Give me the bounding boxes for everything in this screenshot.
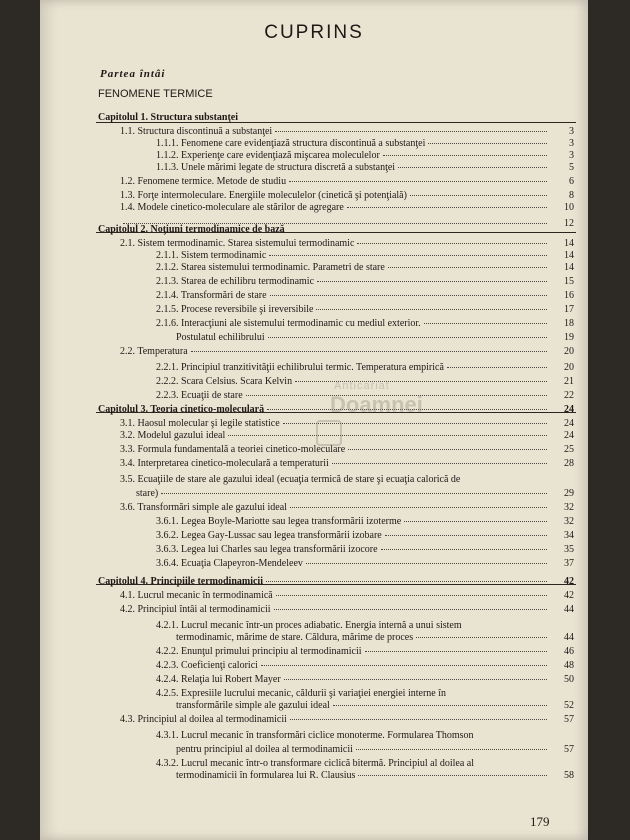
toc-entry xyxy=(156,530,574,541)
toc-entry-text: 3.6. Transformări simple ale gazului ideal xyxy=(120,502,287,513)
leader-dots xyxy=(385,535,547,536)
leader-dots xyxy=(269,255,547,256)
toc-entry xyxy=(120,202,574,213)
leader-dots xyxy=(358,775,547,776)
toc-entry-text: 2.1.4. Transformări de stare xyxy=(156,290,267,301)
toc-entry-page: 14 xyxy=(564,238,574,249)
leader-dots xyxy=(268,337,547,338)
toc-entry-page: 20 xyxy=(564,346,574,357)
leader-dots xyxy=(383,155,547,156)
leader-dots xyxy=(306,563,547,564)
leader-dots xyxy=(447,367,547,368)
toc-entry xyxy=(120,190,574,201)
toc-entry-text: 3.6.2. Legea Gay-Lussac sau legea transformării izobare xyxy=(156,530,382,541)
toc-entry xyxy=(176,744,574,755)
toc-entry-page: 8 xyxy=(569,190,574,201)
toc-chapter-entry xyxy=(98,224,574,235)
toc-entry-page: 34 xyxy=(564,530,574,541)
toc-entry xyxy=(156,362,574,373)
toc-entry-text: 2.2.1. Principiul tranzitivităţii echilibrului termic. Temperatura empirică xyxy=(156,362,444,373)
toc-entry-page: 24 xyxy=(564,418,574,429)
leader-dots xyxy=(348,449,547,450)
leader-dots xyxy=(381,549,547,550)
toc-entry-text: 3.6.3. Legea lui Charles sau legea transformării izocore xyxy=(156,544,378,555)
toc-entry-page: 19 xyxy=(564,332,574,343)
toc-entry xyxy=(120,176,574,187)
toc-entry-page: 12 xyxy=(564,218,574,229)
leader-dots xyxy=(398,167,547,168)
toc-entry xyxy=(156,516,574,527)
toc-entry xyxy=(156,162,574,173)
leader-dots xyxy=(428,143,547,144)
toc-entry xyxy=(156,646,574,657)
leader-dots xyxy=(283,423,547,424)
toc-entry-page: 32 xyxy=(564,502,574,513)
watermark-line-1: Anticariat xyxy=(334,380,390,392)
leader-dots xyxy=(356,749,547,750)
toc-entry-text: 2.2. Temperatura xyxy=(120,346,188,357)
leader-dots xyxy=(266,581,547,582)
toc-entry-page: 24 xyxy=(564,404,574,415)
toc-entry-page: 14 xyxy=(564,262,574,273)
toc-entry xyxy=(156,250,574,261)
leader-dots xyxy=(290,507,547,508)
leader-dots xyxy=(388,267,547,268)
toc-entry-text: 4.2.5. Expresiile lucrului mecanic, căldurii şi variaţiei energiei interne în xyxy=(156,688,446,699)
toc-entry xyxy=(120,238,574,249)
leader-dots xyxy=(261,665,547,666)
toc-entry-text: transformările simple ale gazului ideal xyxy=(176,700,330,711)
leader-dots xyxy=(289,181,547,182)
toc-entry-page: 48 xyxy=(564,660,574,671)
toc-entry-text: 3.2. Modelul gazului ideal xyxy=(120,430,226,441)
toc-entry-text: 1.2. Fenomene termice. Metode de studiu xyxy=(120,176,287,187)
toc-entry-page: 29 xyxy=(564,488,574,499)
toc-entry-page: 42 xyxy=(564,576,574,587)
toc-entry xyxy=(120,474,574,485)
toc-entry-page: 21 xyxy=(564,376,574,387)
toc-entry xyxy=(120,502,574,513)
leader-dots xyxy=(284,679,547,680)
toc-entry xyxy=(156,390,574,401)
leader-dots xyxy=(333,705,547,706)
leader-dots xyxy=(316,309,547,310)
toc-entry-text: 2.1.2. Starea sistemului termodinamic. Parametri de stare xyxy=(156,262,385,273)
leader-dots xyxy=(347,207,547,208)
leader-dots xyxy=(191,351,547,352)
toc-entry xyxy=(120,590,574,601)
toc-entry xyxy=(176,770,574,781)
toc-entry-text: 4.2.1. Lucrul mecanic într-un proces adiabatic. Energia internă a unui sistem xyxy=(156,620,462,631)
toc-entry-text: 2.1.5. Procese reversibile şi ireversibile xyxy=(156,304,314,315)
toc-entry-text: 2.1.3. Starea de echilibru termodinamic xyxy=(156,276,315,287)
leader-dots xyxy=(365,651,547,652)
toc-entry xyxy=(120,458,574,469)
part-subtitle: FENOMENE TERMICE xyxy=(98,88,213,100)
toc-entry xyxy=(120,430,574,441)
toc-entry xyxy=(156,276,574,287)
toc-entry-page: 16 xyxy=(564,290,574,301)
leader-dots xyxy=(246,395,547,396)
toc-entry-text: 1.3. Forţe intermoleculare. Energiile moleculelor (cinetică şi potenţială) xyxy=(120,190,407,201)
leader-dots xyxy=(275,131,547,132)
toc-entry xyxy=(120,126,574,137)
book-page xyxy=(40,0,588,840)
toc-entry xyxy=(156,688,574,699)
toc-chapter-entry xyxy=(98,112,574,123)
toc-entry-text: 2.1.1. Sistem termodinamic xyxy=(156,250,267,261)
toc-entry-text: 3.6.1. Legea Boyle-Mariotte sau legea transformării izoterme xyxy=(156,516,402,527)
table-of-contents xyxy=(40,0,588,840)
toc-entry-page: 15 xyxy=(564,276,574,287)
leader-dots xyxy=(290,719,547,720)
leader-dots xyxy=(161,493,547,494)
toc-entry xyxy=(156,544,574,555)
toc-entry-page: 17 xyxy=(564,304,574,315)
toc-entry-text: 4.2.3. Coeficienţi calorici xyxy=(156,660,258,671)
toc-entry xyxy=(176,632,574,643)
leader-dots xyxy=(270,295,547,296)
toc-entry xyxy=(156,376,574,387)
toc-entry xyxy=(156,674,574,685)
toc-entry-page: 57 xyxy=(564,744,574,755)
toc-entry-page: 24 xyxy=(564,430,574,441)
toc-entry-page: 44 xyxy=(564,632,574,643)
toc-entry-page: 44 xyxy=(564,604,574,615)
toc-entry-page: 10 xyxy=(564,202,574,213)
leader-dots xyxy=(332,463,547,464)
toc-entry-text: termodinamic, mărime de stare. Căldura, mărime de proces xyxy=(176,632,414,643)
toc-entry-text: 4.2. Principiul întâi al termodinamicii xyxy=(120,604,271,615)
toc-entry-page: 6 xyxy=(569,176,574,187)
toc-entry-text: termodinamicii în formularea lui R. Clausius xyxy=(176,770,356,781)
toc-entry-page: 25 xyxy=(564,444,574,455)
page-title: CUPRINS xyxy=(264,22,364,43)
leader-dots xyxy=(404,521,547,522)
toc-entry-text: 4.1. Lucrul mecanic în termodinamică xyxy=(120,590,273,601)
toc-entry-text: Capitolul 2. Noţiuni termodinamice de bază xyxy=(98,224,285,235)
toc-entry xyxy=(156,620,574,631)
toc-entry-text: Capitolul 3. Teoria cinetico-moleculară xyxy=(98,404,265,415)
toc-entry-page: 58 xyxy=(564,770,574,781)
toc-entry-page: 37 xyxy=(564,558,574,569)
toc-entry-text: 4.2.2. Enunţul primului principiu al termodinamicii xyxy=(156,646,362,657)
leader-dots xyxy=(267,409,547,410)
toc-entry-page: 35 xyxy=(564,544,574,555)
toc-entry-page: 18 xyxy=(564,318,574,329)
toc-entry-text: 3.4. Interpretarea cinetico-moleculară a temperaturii xyxy=(120,458,329,469)
part-label: Partea întâi xyxy=(100,68,166,80)
toc-entry-page: 3 xyxy=(569,150,574,161)
toc-entry-page: 52 xyxy=(564,700,574,711)
toc-entry-page: 57 xyxy=(564,714,574,725)
leader-dots xyxy=(295,381,547,382)
toc-entry-text: 3.6.4. Ecuaţia Clapeyron-Mendeleev xyxy=(156,558,303,569)
page-number: 179 xyxy=(530,814,550,829)
toc-entry-text: pentru principiul al doilea al termodinamicii xyxy=(176,744,353,755)
toc-entry xyxy=(120,714,574,725)
toc-entry-text: 1.1.3. Unele mărimi legate de structura discretă a substanţei xyxy=(156,162,396,173)
leader-dots xyxy=(274,609,547,610)
toc-entry-text: Capitolul 1. Structura substanţei xyxy=(98,112,239,123)
leader-dots xyxy=(317,281,547,282)
toc-entry-page: 3 xyxy=(569,126,574,137)
toc-entry xyxy=(120,346,574,357)
toc-entry-page: 20 xyxy=(564,362,574,373)
leader-dots xyxy=(228,435,547,436)
toc-entry xyxy=(156,558,574,569)
toc-entry-page: 14 xyxy=(564,250,574,261)
toc-entry xyxy=(156,150,574,161)
toc-entry-text: 3.1. Haosul molecular şi legile statistice xyxy=(120,418,280,429)
toc-entry-text: 4.3.1. Lucrul mecanic în transformări ciclice monoterme. Formularea Thomson xyxy=(156,730,474,741)
toc-entry-text: Capitolul 4. Principiile termodinamicii xyxy=(98,576,263,587)
toc-entry-text: 4.3.2. Lucrul mecanic într-o transformare ciclică bitermă. Principiul al doilea al xyxy=(156,758,475,769)
leader-dots xyxy=(357,243,547,244)
toc-entry-text: 1.1. Structura discontinuă a substanţei xyxy=(120,126,273,137)
leader-dots xyxy=(276,595,547,596)
toc-entry xyxy=(120,604,574,615)
toc-chapter-entry xyxy=(98,576,574,587)
toc-entry xyxy=(136,488,574,499)
toc-entry xyxy=(156,318,574,329)
toc-entry-page: 22 xyxy=(564,390,574,401)
toc-entry-page: 3 xyxy=(569,138,574,149)
toc-entry-page: 46 xyxy=(564,646,574,657)
toc-entry xyxy=(120,444,574,455)
watermark-line-2: Doamnei xyxy=(330,392,423,417)
toc-entry-text: stare) xyxy=(136,488,159,499)
toc-entry xyxy=(156,660,574,671)
toc-entry-page: 28 xyxy=(564,458,574,469)
toc-entry-text: 3.3. Formula fundamentală a teoriei cinetico-moleculare xyxy=(120,444,346,455)
toc-entry-text: 1.4. Modele cinetico-moleculare ale stărilor de agregare xyxy=(120,202,344,213)
toc-entry xyxy=(156,730,574,741)
toc-entry xyxy=(156,304,574,315)
toc-chapter-entry xyxy=(98,404,574,415)
toc-entry xyxy=(156,262,574,273)
toc-entry-text: Postulatul echilibrului xyxy=(176,332,265,343)
toc-entry xyxy=(156,138,574,149)
toc-entry-text: 2.1.6. Interacţiuni ale sistemului termodinamic cu mediul exterior. xyxy=(156,318,421,329)
leader-dots xyxy=(416,637,547,638)
toc-entry-page: 5 xyxy=(569,162,574,173)
toc-entry-text: 2.1. Sistem termodinamic. Starea sistemului termodinamic xyxy=(120,238,355,249)
toc-entry xyxy=(156,758,574,769)
toc-entry xyxy=(176,700,574,711)
toc-entry-text: 4.3. Principiul al doilea al termodinamicii xyxy=(120,714,287,725)
toc-entry xyxy=(120,418,574,429)
toc-entry-text: 3.5. Ecuaţiile de stare ale gazului ideal (ecuaţia termică de stare şi ecuaţia calorică de xyxy=(120,474,461,485)
toc-entry-text: 1.1.1. Fenomene care evidenţiază structura discontinuă a substanţei xyxy=(156,138,426,149)
toc-entry-text: 2.2.3. Ecuaţii de stare xyxy=(156,390,243,401)
toc-entry-page: 50 xyxy=(564,674,574,685)
toc-entry-text: 1.1.2. Experienţe care evidenţiază mişcarea moleculelor xyxy=(156,150,380,161)
leader-dots xyxy=(424,323,547,324)
leader-dots xyxy=(410,195,547,196)
toc-entry-text: 4.2.4. Relaţia lui Robert Mayer xyxy=(156,674,281,685)
toc-entry-page: 42 xyxy=(564,590,574,601)
toc-entry xyxy=(156,290,574,301)
toc-entry-page: 32 xyxy=(564,516,574,527)
toc-entry xyxy=(176,332,574,343)
toc-entry-text: 2.2.2. Scara Celsius. Scara Kelvin xyxy=(156,376,293,387)
